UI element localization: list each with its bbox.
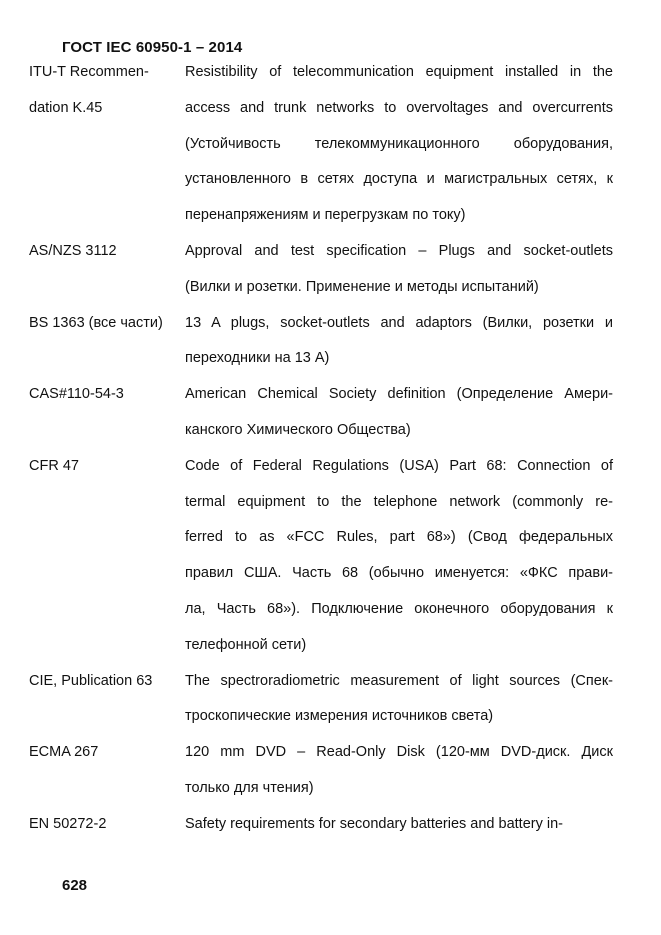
reference-title-line: 13 A plugs, socket-outlets and adaptors (Вилки, розетки и — [185, 314, 613, 331]
reference-title-line: Safety requirements for secondary batteries and battery in- — [185, 815, 563, 832]
reference-title-line: termal equipment to the telephone network (commonly re- — [185, 493, 613, 510]
reference-title-line: переходники на 13 А) — [185, 350, 330, 367]
reference-title-line: ла, Часть 68»). Подключение оконечного оборудования к — [185, 600, 613, 617]
reference-entry — [29, 377, 613, 449]
reference-code-line: ECMA 267 — [29, 744, 99, 761]
reference-code-line: EN 50272-2 — [29, 815, 107, 832]
reference-title — [185, 377, 613, 449]
reference-title-line: Code of Federal Regulations (USA) Part 68: Connection of — [185, 457, 613, 474]
reference-title-line: троскопические измерения источников света) — [185, 708, 494, 725]
reference-entry — [29, 664, 613, 736]
reference-title-line: ferred to as «FCC Rules, part 68») (Свод федеральных — [185, 529, 613, 546]
reference-code — [29, 377, 185, 449]
references-list — [29, 55, 613, 843]
reference-title-line: access and trunk networks to overvoltages and overcurrents — [185, 99, 613, 116]
reference-title-line: перенапряжениям и перегрузкам по току) — [185, 207, 466, 224]
reference-code-line: AS/NZS 3112 — [29, 242, 117, 259]
reference-title — [185, 449, 613, 664]
reference-code-line: CAS#110-54-3 — [29, 386, 124, 403]
reference-title-line: канского Химического Общества) — [185, 421, 411, 438]
reference-code — [29, 55, 185, 234]
reference-title — [185, 234, 613, 306]
reference-code-line: CFR 47 — [29, 457, 79, 474]
reference-code — [29, 735, 185, 807]
reference-title-line: только для чтения) — [185, 779, 314, 796]
reference-code-line: dation K.45 — [29, 99, 103, 116]
reference-title-line: телефонной сети) — [185, 636, 307, 653]
reference-code — [29, 234, 185, 306]
reference-code-line: ITU-T Recommen- — [29, 64, 149, 80]
reference-title — [185, 55, 613, 234]
reference-title-line: The spectroradiometric measurement of light sources (Спек- — [185, 672, 613, 689]
reference-title-line: установленного в сетях доступа и магистральных сетях, к — [185, 171, 613, 188]
reference-code-line: BS 1363 (все части) — [29, 314, 163, 331]
reference-entry — [29, 807, 613, 843]
reference-entry — [29, 234, 613, 306]
reference-entry — [29, 306, 613, 378]
reference-entry — [29, 449, 613, 664]
reference-code — [29, 664, 185, 736]
reference-title-line: American Chemical Society definition (Определение Амери- — [185, 386, 613, 403]
reference-title — [185, 306, 613, 378]
reference-title-line: (Устойчивость телекоммуникационного оборудования, — [185, 135, 613, 152]
reference-title — [185, 664, 613, 736]
reference-title-line: 120 mm DVD – Read-Only Disk (120-мм DVD-диск. Диск — [185, 744, 613, 761]
reference-entry — [29, 735, 613, 807]
reference-title — [185, 807, 613, 843]
reference-entry — [29, 55, 613, 234]
page-number: 628 — [62, 877, 88, 894]
reference-code — [29, 807, 185, 843]
reference-title-line: правил США. Часть 68 (обычно именуется: «ФКС прави- — [185, 565, 613, 582]
reference-title-line: Approval and test specification – Plugs and socket-outlets — [185, 242, 613, 259]
reference-code-line: CIE, Publication 63 — [29, 672, 153, 689]
reference-title-line: (Вилки и розетки. Применение и методы испытаний) — [185, 278, 539, 295]
reference-title-line: Resistibility of telecommunication equipment installed in the — [185, 64, 613, 80]
reference-code — [29, 449, 185, 664]
document-header: ГОСТ IEC 60950-1 – 2014 — [62, 39, 243, 56]
reference-code — [29, 306, 185, 378]
reference-title — [185, 735, 613, 807]
